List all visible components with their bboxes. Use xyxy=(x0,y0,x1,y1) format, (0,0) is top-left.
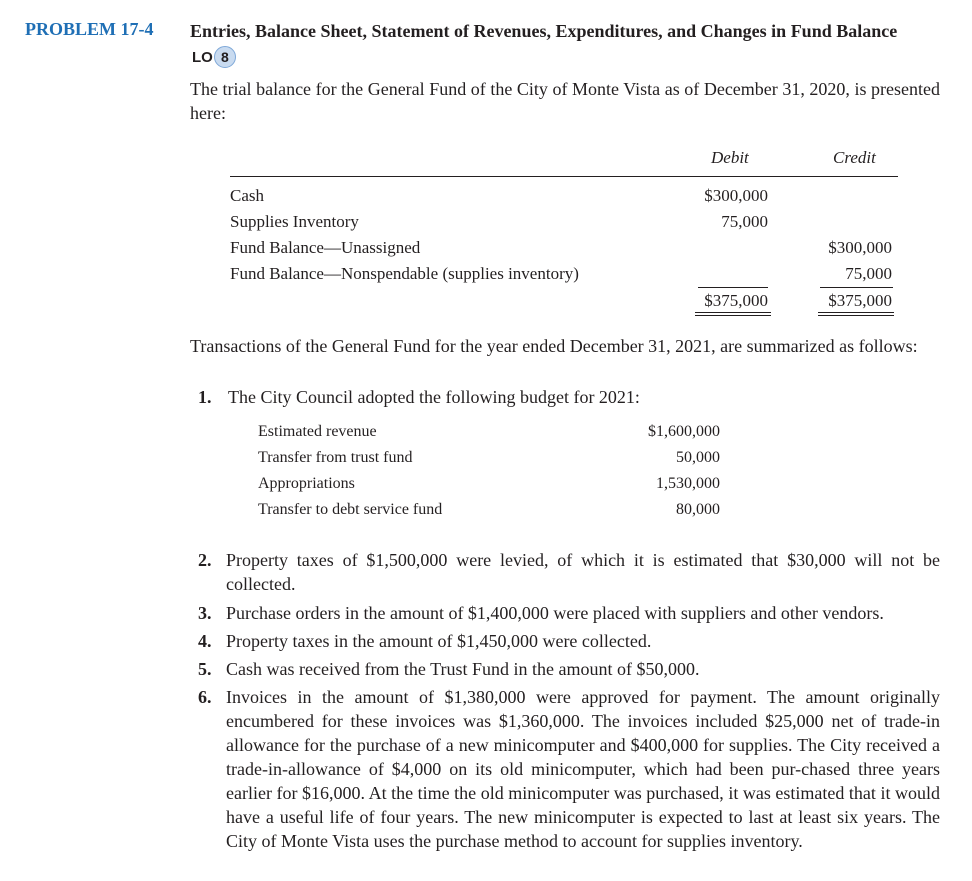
item-text: Cash was received from the Trust Fund in the amount of $50,000. xyxy=(226,659,700,679)
problem-title xyxy=(190,19,942,70)
table-row xyxy=(258,501,720,525)
table-row xyxy=(230,186,898,210)
credit-amount: 75,000 xyxy=(845,264,892,283)
lo-prefix: LO xyxy=(192,49,213,66)
item-text: Property taxes of $1,500,000 were levied, of which it is estimated that $30,000 will not be collected. xyxy=(226,550,940,594)
debit-amount: $300,000 xyxy=(704,186,768,205)
learning-objective-tag xyxy=(192,45,236,70)
intro-paragraph: The trial balance for the General Fund of the City of Monte Vista as of December 31, 2020, is presented here: xyxy=(190,79,940,123)
item-number: 6. xyxy=(198,687,212,707)
table-row xyxy=(258,475,720,499)
item-number: 5. xyxy=(198,659,212,679)
problem-label: PROBLEM 17-4 xyxy=(25,19,154,39)
item-number: 3. xyxy=(198,603,212,623)
table-row xyxy=(258,449,720,473)
table-row xyxy=(230,264,898,288)
budget-amount: 80,000 xyxy=(676,501,720,518)
item-text: The City Council adopted the following budget for 2021: xyxy=(228,387,640,407)
budget-label: Appropriations xyxy=(258,475,355,492)
subtotal-rule-credit xyxy=(820,287,893,288)
budget-label: Transfer to debt service fund xyxy=(258,501,443,518)
table-row xyxy=(258,423,720,447)
double-rule-debit xyxy=(695,312,771,316)
total-debit: $375,000 xyxy=(704,291,768,310)
budget-label: Transfer from trust fund xyxy=(258,449,413,466)
item-text: Purchase orders in the amount of $1,400,000 were placed with suppliers and other vendors. xyxy=(226,603,884,623)
budget-label: Estimated revenue xyxy=(258,423,377,440)
budget-amount: $1,600,000 xyxy=(648,423,720,440)
table-row xyxy=(230,238,898,262)
credit-column-header: Credit xyxy=(833,148,876,167)
credit-amount: $300,000 xyxy=(828,238,892,257)
account-name: Supplies Inventory xyxy=(230,212,359,231)
item-text: Property taxes in the amount of $1,450,000 were collected. xyxy=(226,631,652,651)
budget-amount: 1,530,000 xyxy=(656,475,720,492)
problem-title-text: Entries, Balance Sheet, Statement of Revenues, Expenditures, and Changes in Fund Balance xyxy=(190,21,898,41)
header-rule xyxy=(230,176,898,177)
account-name: Fund Balance—Nonspendable (supplies inventory) xyxy=(230,264,579,283)
item-number: 1. xyxy=(198,387,212,407)
table-row xyxy=(230,212,898,236)
subtotal-rule-debit xyxy=(698,287,768,288)
account-name: Fund Balance—Unassigned xyxy=(230,238,421,257)
lo-number-badge: 8 xyxy=(214,46,236,68)
transactions-intro: Transactions of the General Fund for the year ended December 31, 2021, are summarized as follows: xyxy=(190,336,918,356)
total-credit: $375,000 xyxy=(828,291,892,310)
debit-amount: 75,000 xyxy=(721,212,768,231)
item-text: Invoices in the amount of $1,380,000 were approved for payment. The amount originally encumbered for these invoices was $1,360,000. The invoices included $25,000 net of trade-in allowance for the purchase of a new minicomputer and $400,000 for supplies. The City received a trade-in-allowance of $4,000 on its old minicomputer, which had been pur-chased three years earlier for $16,000. At the time the old minicomputer was purchased, it was estimated that it would have a useful life of four years. The new minicomputer is expected to last at least six years. The City of Monte Vista uses the purchase method to account for supplies inventory. xyxy=(226,687,940,851)
budget-amount: 50,000 xyxy=(676,449,720,466)
item-number: 2. xyxy=(198,550,212,570)
account-name: Cash xyxy=(230,186,264,205)
double-rule-credit xyxy=(818,312,894,316)
item-number: 4. xyxy=(198,631,212,651)
debit-column-header: Debit xyxy=(711,148,749,167)
totals-row xyxy=(230,291,898,315)
